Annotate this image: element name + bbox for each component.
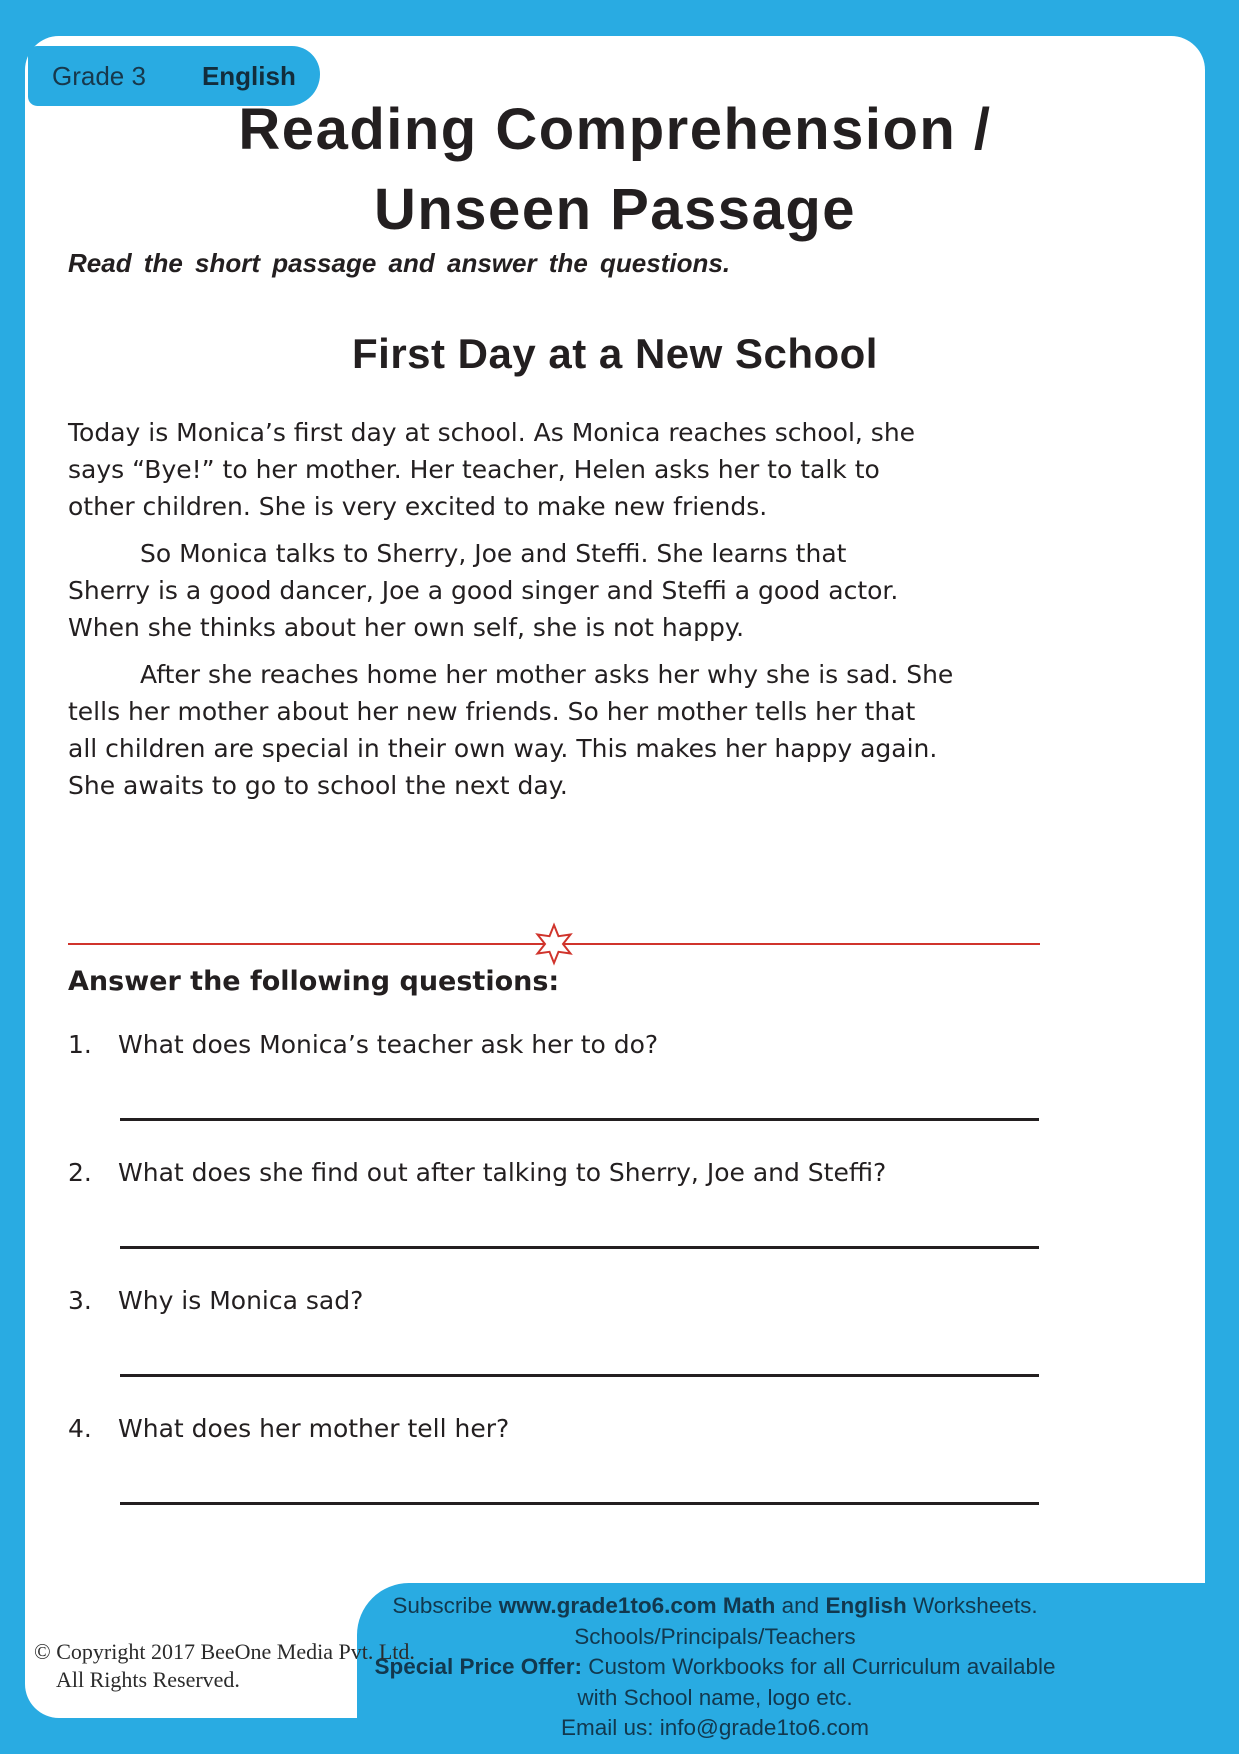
footer-regular-text: Subscribe [392, 1593, 499, 1618]
footer-highlight-text: English [825, 1593, 907, 1618]
question-number: 3. [68, 1286, 92, 1315]
passage-line: So Monica talks to Sherry, Joe and Steffi. She learns that [140, 539, 847, 568]
footer-line [357, 1683, 1073, 1714]
question-text: Why is Monica sad? [118, 1286, 364, 1315]
instruction-text: Read the short passage and answer the questions. [68, 248, 731, 278]
question-number: 1. [68, 1030, 92, 1059]
footer-regular-text: Custom Workbooks for all Curriculum available [588, 1654, 1056, 1679]
passage-line: When she thinks about her own self, she is not happy. [68, 613, 745, 642]
section-divider [68, 929, 1040, 959]
passage-line: tells her mother about her new friends. So her mother tells her that [68, 697, 916, 726]
copyright-line1: © Copyright 2017 BeeOne Media Pvt. Ltd. [34, 1639, 415, 1664]
copyright-notice [34, 1638, 415, 1694]
footer-regular-text: Email us: info@grade1to6.com [561, 1715, 869, 1740]
footer-line [357, 1591, 1073, 1622]
question-number: 2. [68, 1158, 92, 1187]
passage-body [68, 414, 1053, 814]
answer-blank-line[interactable] [120, 1118, 1039, 1121]
question-row [68, 1030, 1041, 1059]
passage-line: says “Bye!” to her mother. Her teacher, Helen asks her to talk to [68, 455, 880, 484]
footer-highlight-text: www.grade1to6.com Math [498, 1593, 776, 1618]
passage-paragraph [68, 414, 1053, 525]
questions-heading: Answer the following questions: [68, 966, 560, 997]
grade-label: Grade 3 [52, 60, 146, 91]
question-text: What does her mother tell her? [118, 1414, 510, 1443]
footer-regular-text: with School name, logo etc. [577, 1684, 853, 1710]
passage-line: Sherry is a good dancer, Joe a good singer and Steffi a good actor. [68, 576, 899, 605]
footer-highlight-text: Special Price Offer: [374, 1654, 589, 1679]
question-item [68, 1286, 1041, 1414]
question-number: 4. [68, 1414, 92, 1443]
page-title-line1: Reading Comprehension / [238, 97, 992, 162]
footer-text [357, 1591, 1073, 1744]
question-item [68, 1414, 1041, 1542]
question-row [68, 1286, 1041, 1315]
six-pointed-star-icon [526, 922, 582, 966]
answer-blank-line[interactable] [120, 1246, 1039, 1249]
question-row [68, 1414, 1041, 1443]
footer-line [357, 1713, 1073, 1744]
passage-line: After she reaches home her mother asks her why she is sad. She [140, 660, 954, 689]
copyright-line2: All Rights Reserved. [56, 1667, 240, 1692]
page-title [25, 90, 1205, 250]
question-text: What does Monica’s teacher ask her to do? [118, 1030, 659, 1059]
worksheet-sheet [25, 36, 1205, 1718]
passage-paragraph [68, 656, 1053, 804]
page-title-line2: Unseen Passage [373, 177, 857, 242]
passage-line: She awaits to go to school the next day. [68, 771, 568, 800]
passage-line: all children are special in their own way. This makes her happy again. [68, 734, 938, 763]
subject-label: English [201, 60, 296, 91]
question-row [68, 1158, 1041, 1187]
footer-regular-text: Schools/Principals/Teachers [574, 1623, 856, 1649]
question-text: What does she find out after talking to Sherry, Joe and Steffi? [118, 1158, 887, 1187]
footer-line [357, 1652, 1073, 1683]
passage-line: Today is Monica’s first day at school. As Monica reaches school, she [68, 418, 916, 447]
answer-blank-line[interactable] [120, 1374, 1039, 1377]
passage-paragraph [68, 535, 1053, 646]
question-item [68, 1030, 1041, 1158]
question-item [68, 1158, 1041, 1286]
passage-title: First Day at a New School [352, 330, 878, 377]
answer-blank-line[interactable] [120, 1502, 1039, 1505]
footer-regular-text: and [775, 1593, 826, 1618]
questions-list [68, 1030, 1041, 1542]
passage-line: other children. She is very excited to make new friends. [68, 492, 768, 521]
footer-line [357, 1622, 1073, 1653]
footer-regular-text: Worksheets. [906, 1593, 1038, 1618]
